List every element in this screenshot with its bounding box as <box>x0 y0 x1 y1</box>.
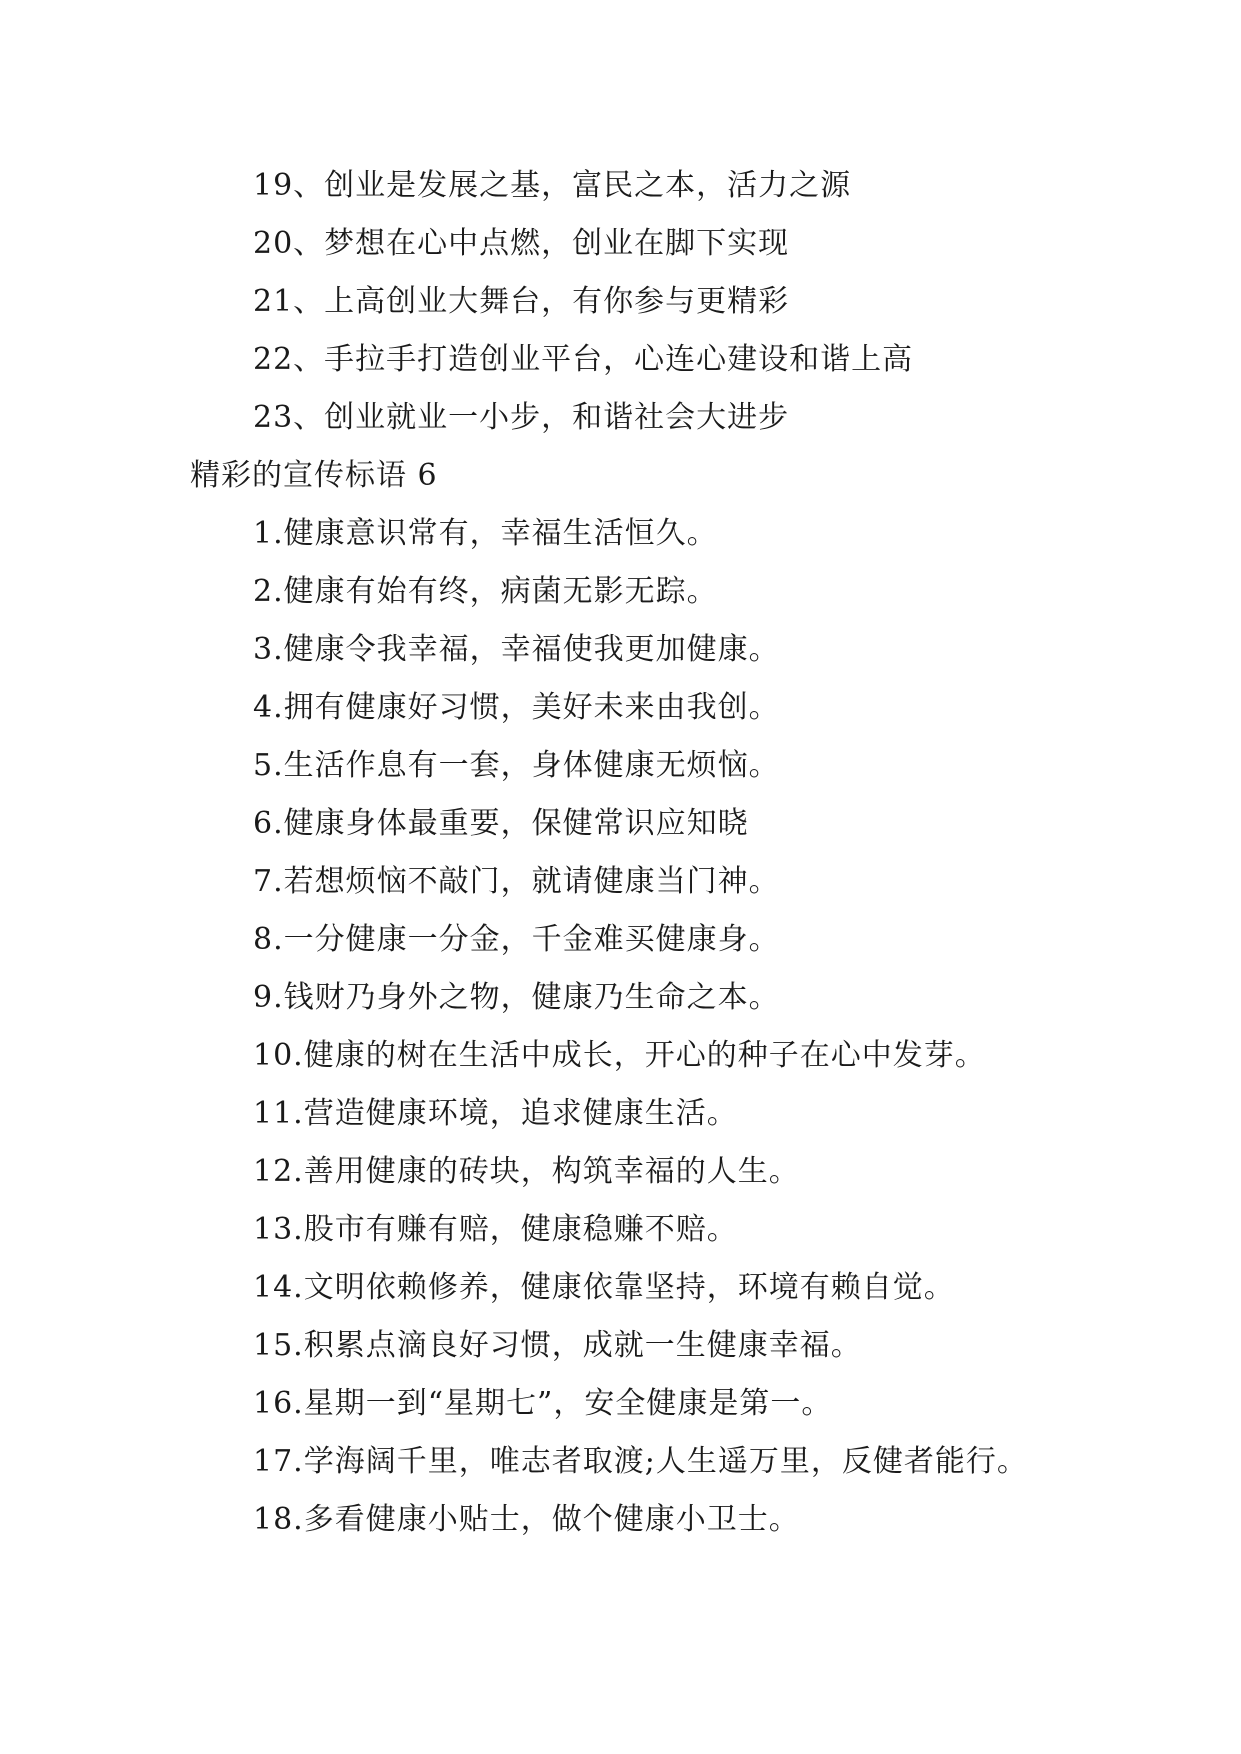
list-item: 19、创业是发展之基，富民之本，活力之源 <box>253 168 852 203</box>
list-item: 21、上高创业大舞台，有你参与更精彩 <box>253 284 790 319</box>
list-item: 3.健康令我幸福，幸福使我更加健康。 <box>253 632 780 667</box>
list-item: 14.文明依赖修养，健康依靠坚持，环境有赖自觉。 <box>253 1270 955 1305</box>
list-item: 17.学海阔千里，唯志者取渡;人生遥万里，反健者能行。 <box>253 1444 1028 1479</box>
section-heading: 精彩的宣传标语 6 <box>190 458 438 493</box>
list-item: 5.生活作息有一套，身体健康无烦恼。 <box>253 748 780 783</box>
list-item: 12.善用健康的砖块，构筑幸福的人生。 <box>253 1154 800 1189</box>
list-item: 4.拥有健康好习惯，美好未来由我创。 <box>253 690 780 725</box>
list-item: 10.健康的树在生活中成长，开心的种子在心中发芽。 <box>253 1038 986 1073</box>
list-item: 6.健康身体最重要，保健常识应知晓 <box>253 806 749 841</box>
list-item: 22、手拉手打造创业平台，心连心建设和谐上高 <box>253 342 914 377</box>
list-item: 15.积累点滴良好习惯，成就一生健康幸福。 <box>253 1328 862 1363</box>
list-item: 7.若想烦恼不敲门，就请健康当门神。 <box>253 864 780 899</box>
list-item: 16.星期一到“星期七”，安全健康是第一。 <box>253 1386 833 1421</box>
list-item: 18.多看健康小贴士，做个健康小卫士。 <box>253 1502 800 1537</box>
list-item: 9.钱财乃身外之物，健康乃生命之本。 <box>253 980 780 1015</box>
list-item: 23、创业就业一小步，和谐社会大进步 <box>253 400 790 435</box>
list-item: 13.股市有赚有赔，健康稳赚不赔。 <box>253 1212 738 1247</box>
list-item: 20、梦想在心中点燃，创业在脚下实现 <box>253 226 790 261</box>
slogan-list-health <box>0 505 1241 1549</box>
list-item: 8.一分健康一分金，千金难买健康身。 <box>253 922 780 957</box>
list-item: 1.健康意识常有，幸福生活恒久。 <box>253 516 718 551</box>
list-item: 11.营造健康环境，追求健康生活。 <box>253 1096 738 1131</box>
list-item: 2.健康有始有终，病菌无影无踪。 <box>253 574 718 609</box>
slogan-list-entrepreneurship <box>0 157 1241 447</box>
